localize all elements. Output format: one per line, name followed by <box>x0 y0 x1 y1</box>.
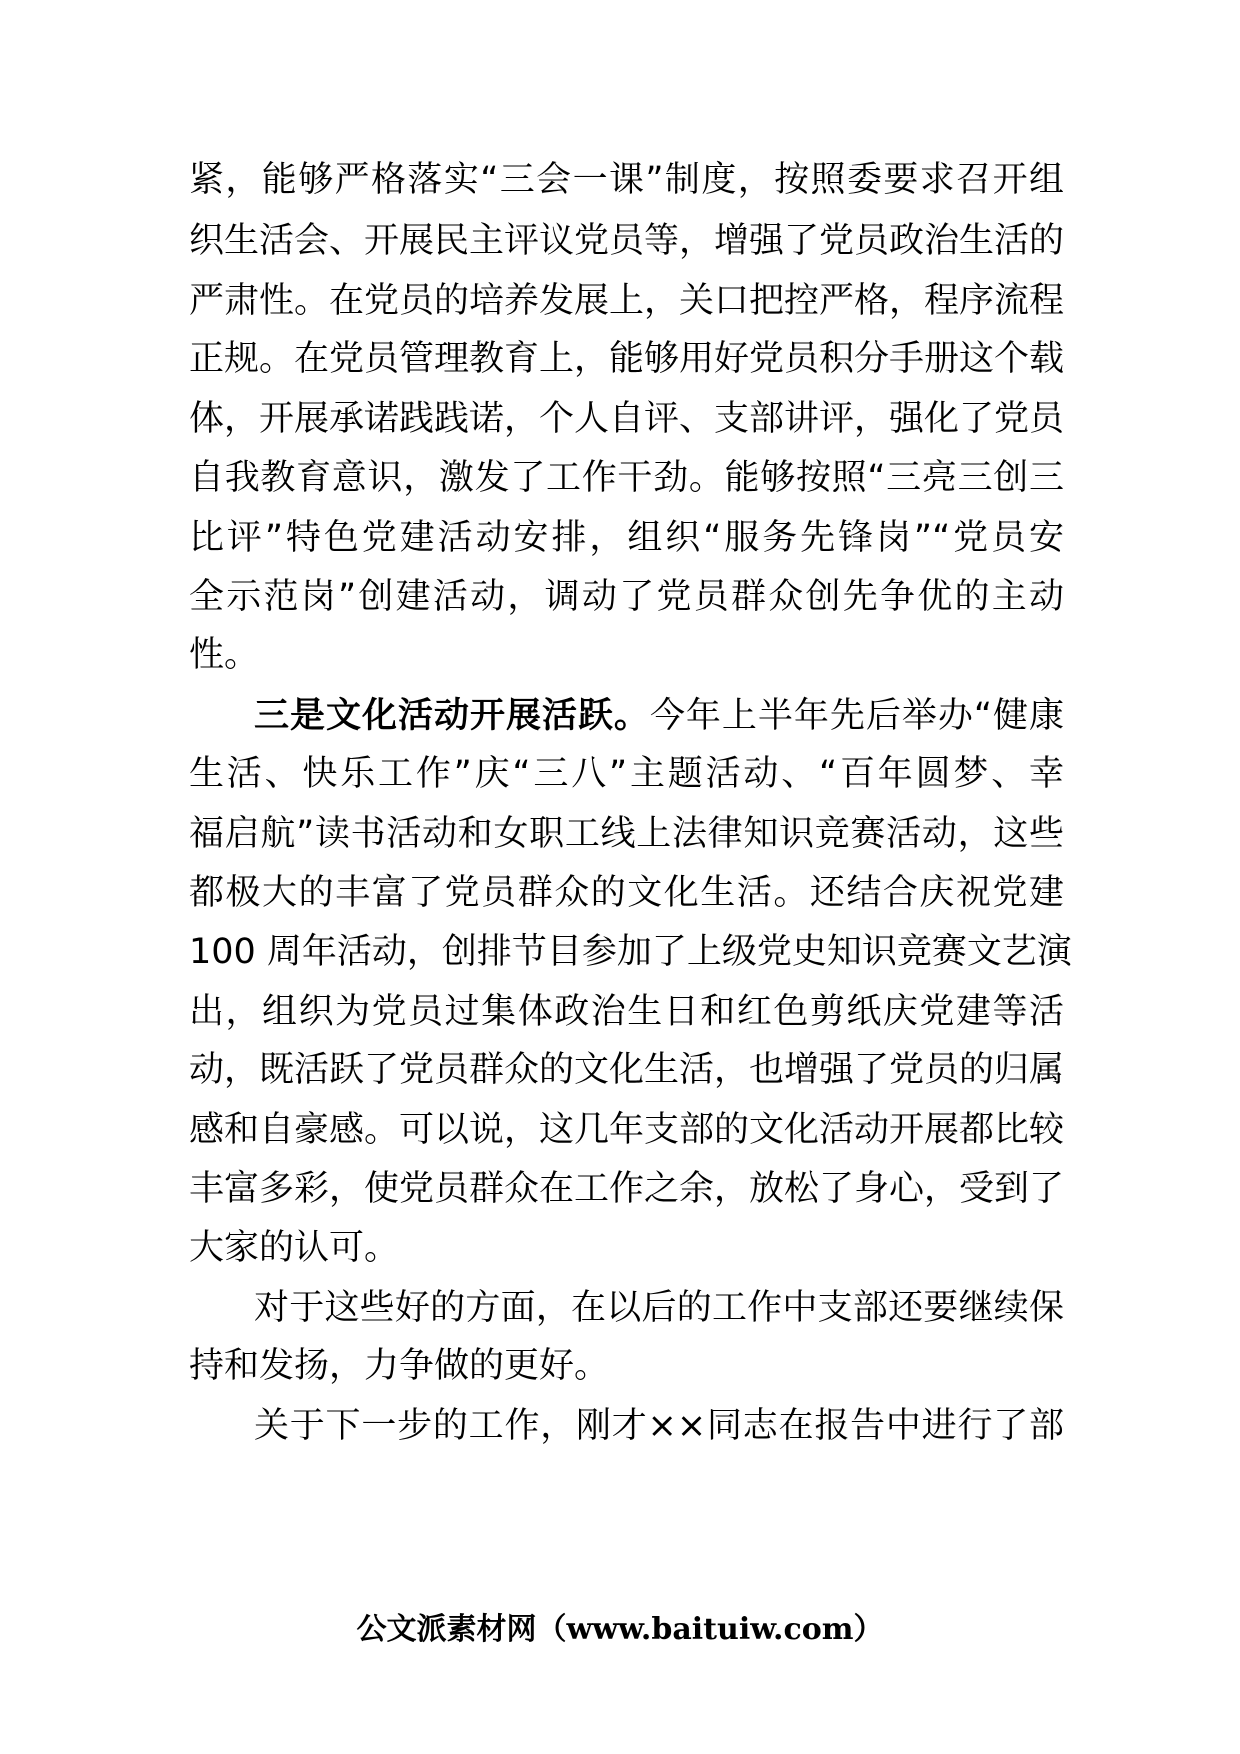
body-line: 体，开展承诺践践诺，个人自评、支部讲评，强化了党员 <box>189 399 1065 439</box>
section-3-intro: 今年上半年先后举办“健康 <box>649 696 1064 736</box>
body-line: 自我教育意识，激发了工作干劲。能够按照“三亮三创三 <box>189 458 1064 498</box>
body-line: 大家的认可。 <box>189 1228 400 1268</box>
body-line: 感和自豪感。可以说，这几年支部的文化活动开展都比较 <box>189 1110 1065 1150</box>
footer-watermark: 公文派素材网（www.baituiw.com） <box>356 1612 884 1647</box>
body-line: 正规。在党员管理教育上，能够用好党员积分手册这个载 <box>189 339 1065 379</box>
body-line: 全示范岗”创建活动，调动了党员群众创先争优的主动 <box>189 577 1064 617</box>
body-line: 丰富多彩，使党员群众在工作之余，放松了身心，受到了 <box>189 1169 1065 1209</box>
body-line: 性。 <box>189 635 260 675</box>
body-line: 都极大的丰富了党员群众的文化生活。还结合庆祝党建 <box>189 873 1064 913</box>
body-line: 关于下一步的工作，刚才××同志在报告中进行了部 <box>254 1406 1064 1446</box>
body-line: 出，组织为党员过集体政治生日和红色剪纸庆党建等活 <box>189 992 1064 1032</box>
body-line: 福启航”读书活动和女职工线上法律知识竞赛活动，这些 <box>189 814 1064 854</box>
body-line: 比评”特色党建活动安排，组织“服务先锋岗”“党员安 <box>189 518 1064 558</box>
section-3-first-line <box>254 683 1064 749</box>
body-line: 生活、快乐工作”庆“三八”主题活动、“百年圆梦、幸 <box>189 754 1064 794</box>
body-line: 织生活会、开展民主评议党员等，增强了党员政治生活的 <box>189 221 1065 261</box>
body-line: 100 周年活动，创排节目参加了上级党史知识竞赛文艺演 <box>189 932 1072 972</box>
body-line: 动，既活跃了党员群众的文化生活，也增强了党员的归属 <box>189 1050 1065 1090</box>
body-line: 对于这些好的方面，在以后的工作中支部还要继续保 <box>254 1288 1064 1328</box>
body-line: 紧，能够严格落实“三会一课”制度，按照委要求召开组 <box>189 160 1064 200</box>
section-3-heading: 三是文化活动开展活跃。 <box>254 696 650 736</box>
body-line: 严肃性。在党员的培养发展上，关口把控严格，程序流程 <box>189 281 1065 321</box>
body-line: 持和发扬，力争做的更好。 <box>189 1346 610 1386</box>
